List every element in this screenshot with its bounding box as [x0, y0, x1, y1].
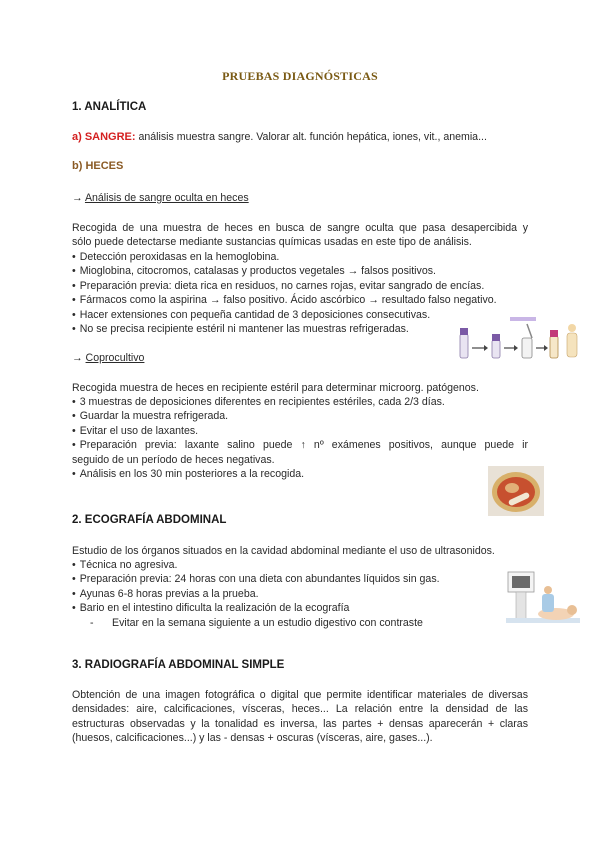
coprocultivo-paragraph: Recogida muestra de heces en recipiente estéril para determinar microorg. patógenos.: [72, 382, 479, 394]
sangre-text: análisis muestra sangre. Valorar alt. función hepática, iones, vit., anemia...: [135, 131, 487, 143]
technician-figure: [542, 594, 554, 612]
list-item: • Evitar el uso de laxantes.: [72, 424, 528, 438]
paragraph-line: densidades: aire, calcificaciones, vísceras, heces... La relación entre la densidad de las: [72, 703, 528, 716]
ultrasound-illustration: [498, 568, 584, 636]
list-item: • Técnica no agresiva.: [72, 558, 492, 572]
dropper-icon: [522, 324, 532, 358]
arrow-icon: [504, 345, 518, 351]
list-item: • Guardar la muestra refrigerada.: [72, 409, 528, 423]
list-item: • 3 muestras de deposiciones diferentes en recipientes estériles, cada 2/3 días.: [72, 395, 528, 409]
section-heading-analitica: 1. ANALÍTICA: [72, 101, 147, 113]
colony: [505, 483, 519, 493]
section-heading-radiografia: 3. RADIOGRAFÍA ABDOMINAL SIMPLE: [72, 659, 285, 671]
coprocultivo-title: Coprocultivo: [85, 352, 145, 364]
radiografia-paragraph: [72, 688, 528, 746]
list-item: • Hacer extensiones con pequeña cantidad de 3 deposiciones consecutivas.: [72, 308, 532, 322]
coprocultivo-list: [72, 395, 528, 481]
ecografia-dash-item: [90, 616, 423, 630]
dash-text: Evitar en la semana siguiente a un estudio digestivo con contraste: [112, 617, 423, 629]
exam-table: [506, 618, 580, 623]
test-procedure-illustration: [452, 316, 582, 366]
list-item: • Preparación previa: 24 horas con una dieta con abundantes líquidos sin gas.: [72, 572, 492, 586]
ecografia-paragraph: Estudio de los órganos situados en la cavidad abdominal mediante el uso de ultrasonidos.: [72, 545, 495, 557]
figure-icon: [567, 324, 577, 357]
arrow-icon: →: [72, 352, 86, 364]
ecografia-list: [72, 558, 492, 616]
list-item: • Detección peroxidasas en la hemoglobina.: [72, 250, 532, 264]
list-item: • Ayunas 6-8 horas previas a la prueba.: [72, 587, 492, 601]
paragraph-line: (huesos, calcificaciones...) y las - densas + oscuras (vísceras, aire, gases...).: [72, 732, 433, 745]
culture-photo: [488, 466, 544, 516]
sample-tube-icon: [460, 328, 468, 358]
sample-tube-icon: [492, 334, 500, 358]
list-item: • Fármacos como la aspirina → falso positivo. Ácido ascórbico → resultado falso negativo.: [72, 293, 532, 307]
sangre-oculta-subheading: [72, 192, 249, 204]
coprocultivo-subheading: [72, 352, 144, 364]
sangre-label: a) SANGRE:: [72, 131, 136, 143]
patient-head: [567, 605, 577, 615]
continuation-text: seguido de un período de heces negativas.: [72, 453, 275, 466]
list-item: • Mioglobina, citocromos, catalasas y productos vegetales → falsos positivos.: [72, 264, 532, 278]
list-item: • Preparación previa: dieta rica en residuos, no carnes rojas, evitar sangrado de encías.: [72, 279, 532, 293]
list-item-continuation: [72, 453, 528, 467]
arrow-icon: [536, 345, 548, 351]
section-heading-ecografia: 2. ECOGRAFÍA ABDOMINAL: [72, 514, 227, 526]
sangre-paragraph: [72, 130, 542, 144]
sample-tube-icon: [550, 330, 558, 358]
paragraph-line: sólo puede detectarse mediante sustancias químicas usadas en este tipo de análisis.: [72, 236, 472, 249]
dash-marker: -: [90, 617, 94, 629]
caption-bar: [510, 317, 536, 321]
list-item: • Análisis en los 30 min posteriores a la recogida.: [72, 467, 528, 481]
technician-head: [544, 586, 552, 594]
page-title: PRUEBAS DIAGNÓSTICAS: [222, 69, 378, 83]
heces-label: b) HECES: [72, 160, 124, 172]
sangre-oculta-paragraph: [72, 221, 528, 250]
arrow-icon: →: [72, 192, 85, 204]
list-item: • No se precisa recipiente estéril ni mantener las muestras refrigeradas.: [72, 322, 532, 336]
machine-body: [516, 592, 526, 622]
paragraph-line: Recogida de una muestra de heces en busca de sangre oculta que pasa desapercibida y: [72, 222, 528, 234]
paragraph-line: estructuras observadas y la tonalidad es inversa, las partes + densas aparecerán + claras: [72, 717, 528, 730]
arrow-icon: [472, 345, 488, 351]
monitor-screen: [512, 576, 530, 588]
list-item: • Preparación previa: laxante salino puede ↑ nº exámenes positivos, aunque puede ir: [72, 438, 528, 452]
list-item: • Bario en el intestino dificulta la realización de la ecografía: [72, 601, 492, 615]
paragraph-line: Obtención de una imagen fotográfica o digital que permite identificar materiales de diversas: [72, 689, 528, 701]
sangre-oculta-title: Análisis de sangre oculta en heces: [84, 192, 249, 204]
